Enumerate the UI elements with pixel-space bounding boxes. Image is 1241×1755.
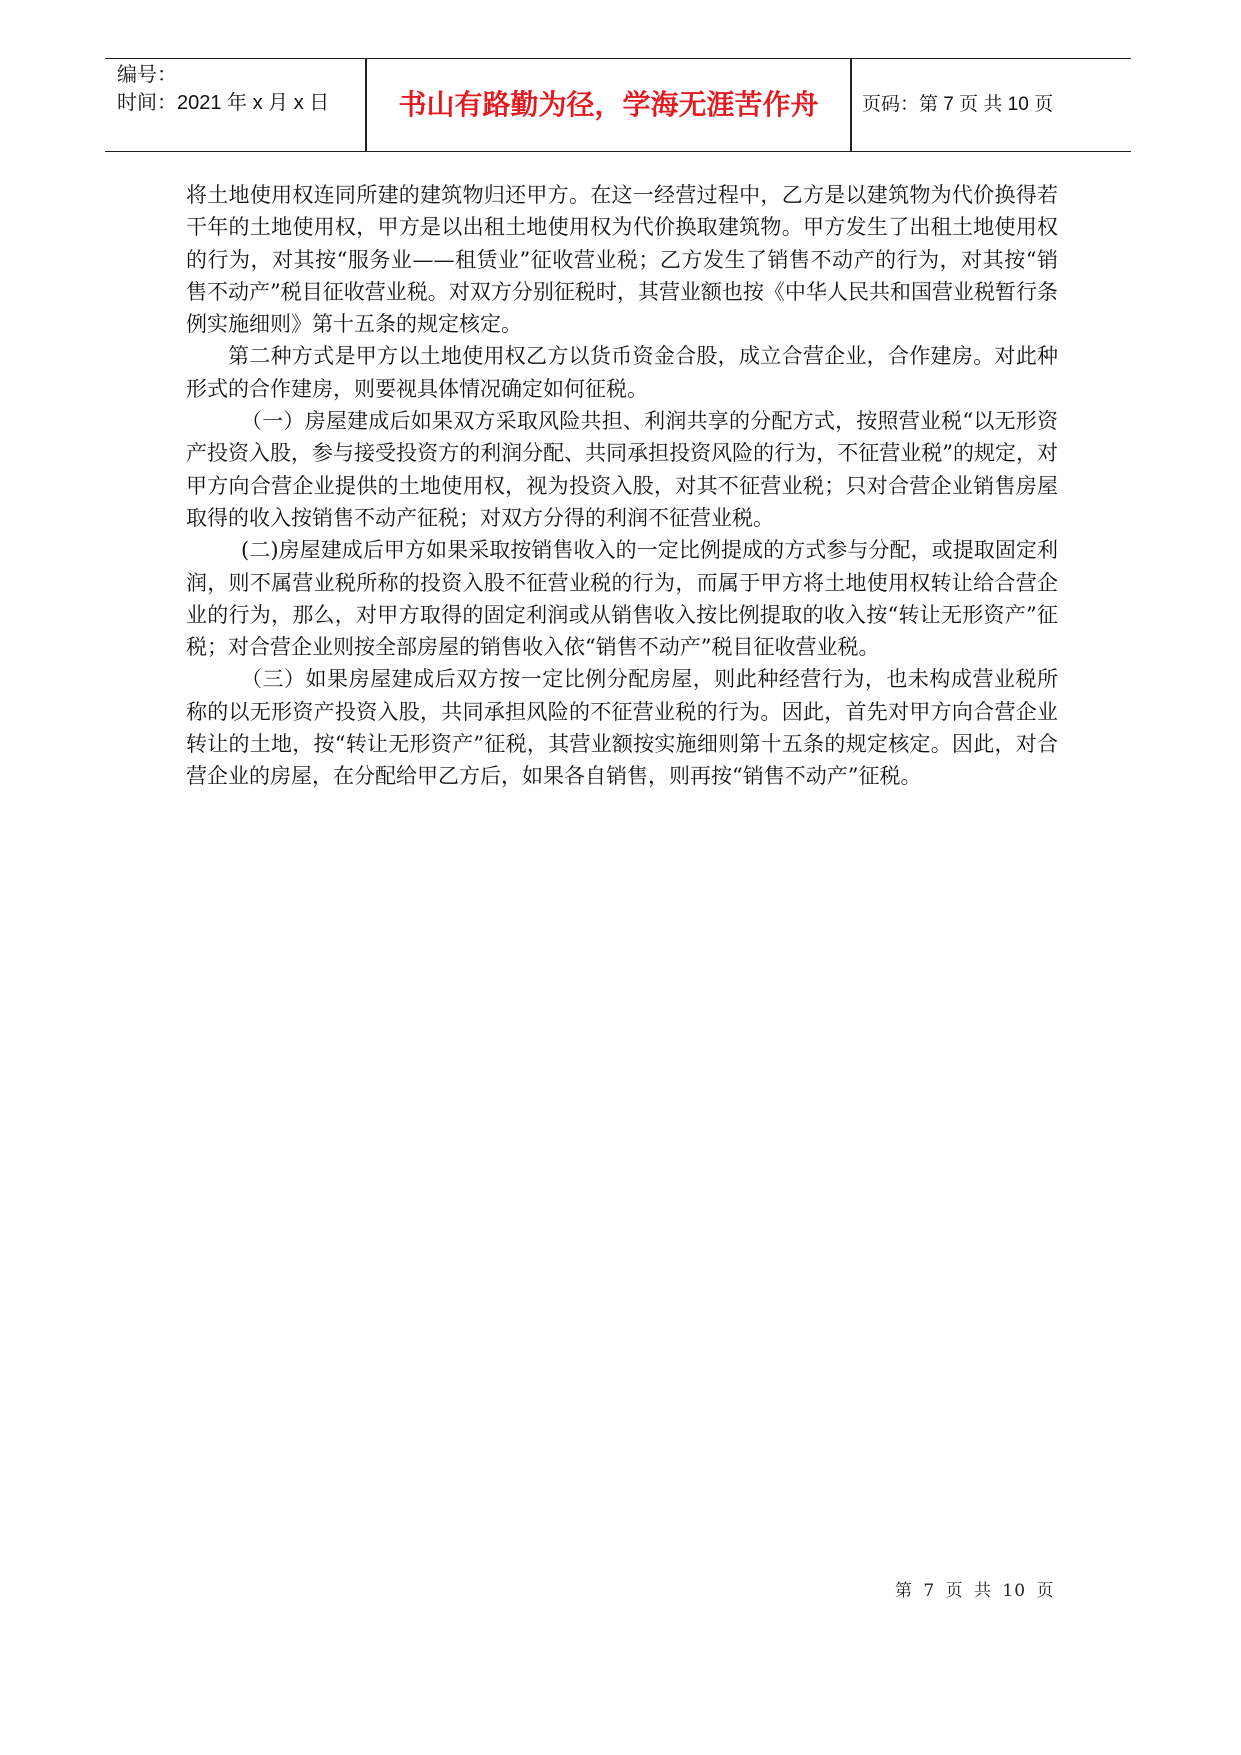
paragraph-case-one: （一）房屋建成后如果双方采取风险共担、利润共享的分配方式，按照营业税“以无形资产投资入股，参与接受投资方的利润分配、共同承担投资风险的行为，不征营业税”的规定，对甲方向合营企业提供的土地使用权，视为投资入股，对其不征营业税；只对合营企业销售房屋取得的收入按销售不动产征税；对双方分得的利润不征营业税。 (186, 409, 1058, 530)
header-motto: 书山有路勤为径，学海无涯苦作舟 (398, 88, 819, 121)
header-divider-right (850, 59, 852, 151)
page-header (105, 58, 1131, 152)
header-page-info: 页码：第 7 页 共 10 页 (862, 94, 1054, 115)
document-time-label: 时间：2021 年 x 月 x 日 (117, 92, 330, 114)
paragraph-continuation: 将土地使用权连同所建的建筑物归还甲方。在这一经营过程中，乙方是以建筑物为代价换得若干年的土地使用权，甲方是以出租土地使用权为代价换取建筑物。甲方发生了出租土地使用权的行为，对其按“服务业——租赁业”征收营业税；乙方发生了销售不动产的行为，对其按“销售不动产”税目征收营业税。对双方分别征税时，其营业额也按《中华人民共和国营业税暂行条例实施细则》第十五条的规定核定。 (186, 183, 1058, 337)
page-footer: 第 7 页 共 10 页 (895, 1581, 1055, 1601)
document-body (186, 179, 1058, 793)
paragraph-case-three: （三）如果房屋建成后双方按一定比例分配房屋，则此种经营行为，也未构成营业税所称的以无形资产投资入股，共同承担风险的不征营业税的行为。因此，首先对甲方向合营企业转让的土地，按“转让无形资产”征税，其营业额按实施细则第十五条的规定核定。因此，对合营企业的房屋，在分配给甲乙方后，如果各自销售，则再按“销售不动产”征税。 (186, 667, 1058, 789)
paragraph-case-two: (二)房屋建成后甲方如果采取按销售收入的一定比例提成的方式参与分配，或提取固定利润，则不属营业税所称的投资入股不征营业税的行为，而属于甲方将土地使用权转让给合营企业的行为，那么，对甲方取得的固定利润或从销售收入按比例提取的收入按“转让无形资产”征税；对合营企业则按全部房屋的销售收入依“销售不动产”税目征收营业税。 (186, 538, 1058, 660)
paragraph-second-method: 第二种方式是甲方以土地使用权乙方以货币资金合股，成立合营企业，合作建房。对此种形式的合作建房，则要视具体情况确定如何征税。 (186, 344, 1058, 401)
header-meta (117, 61, 357, 117)
document-number-label: 编号： (117, 64, 177, 86)
